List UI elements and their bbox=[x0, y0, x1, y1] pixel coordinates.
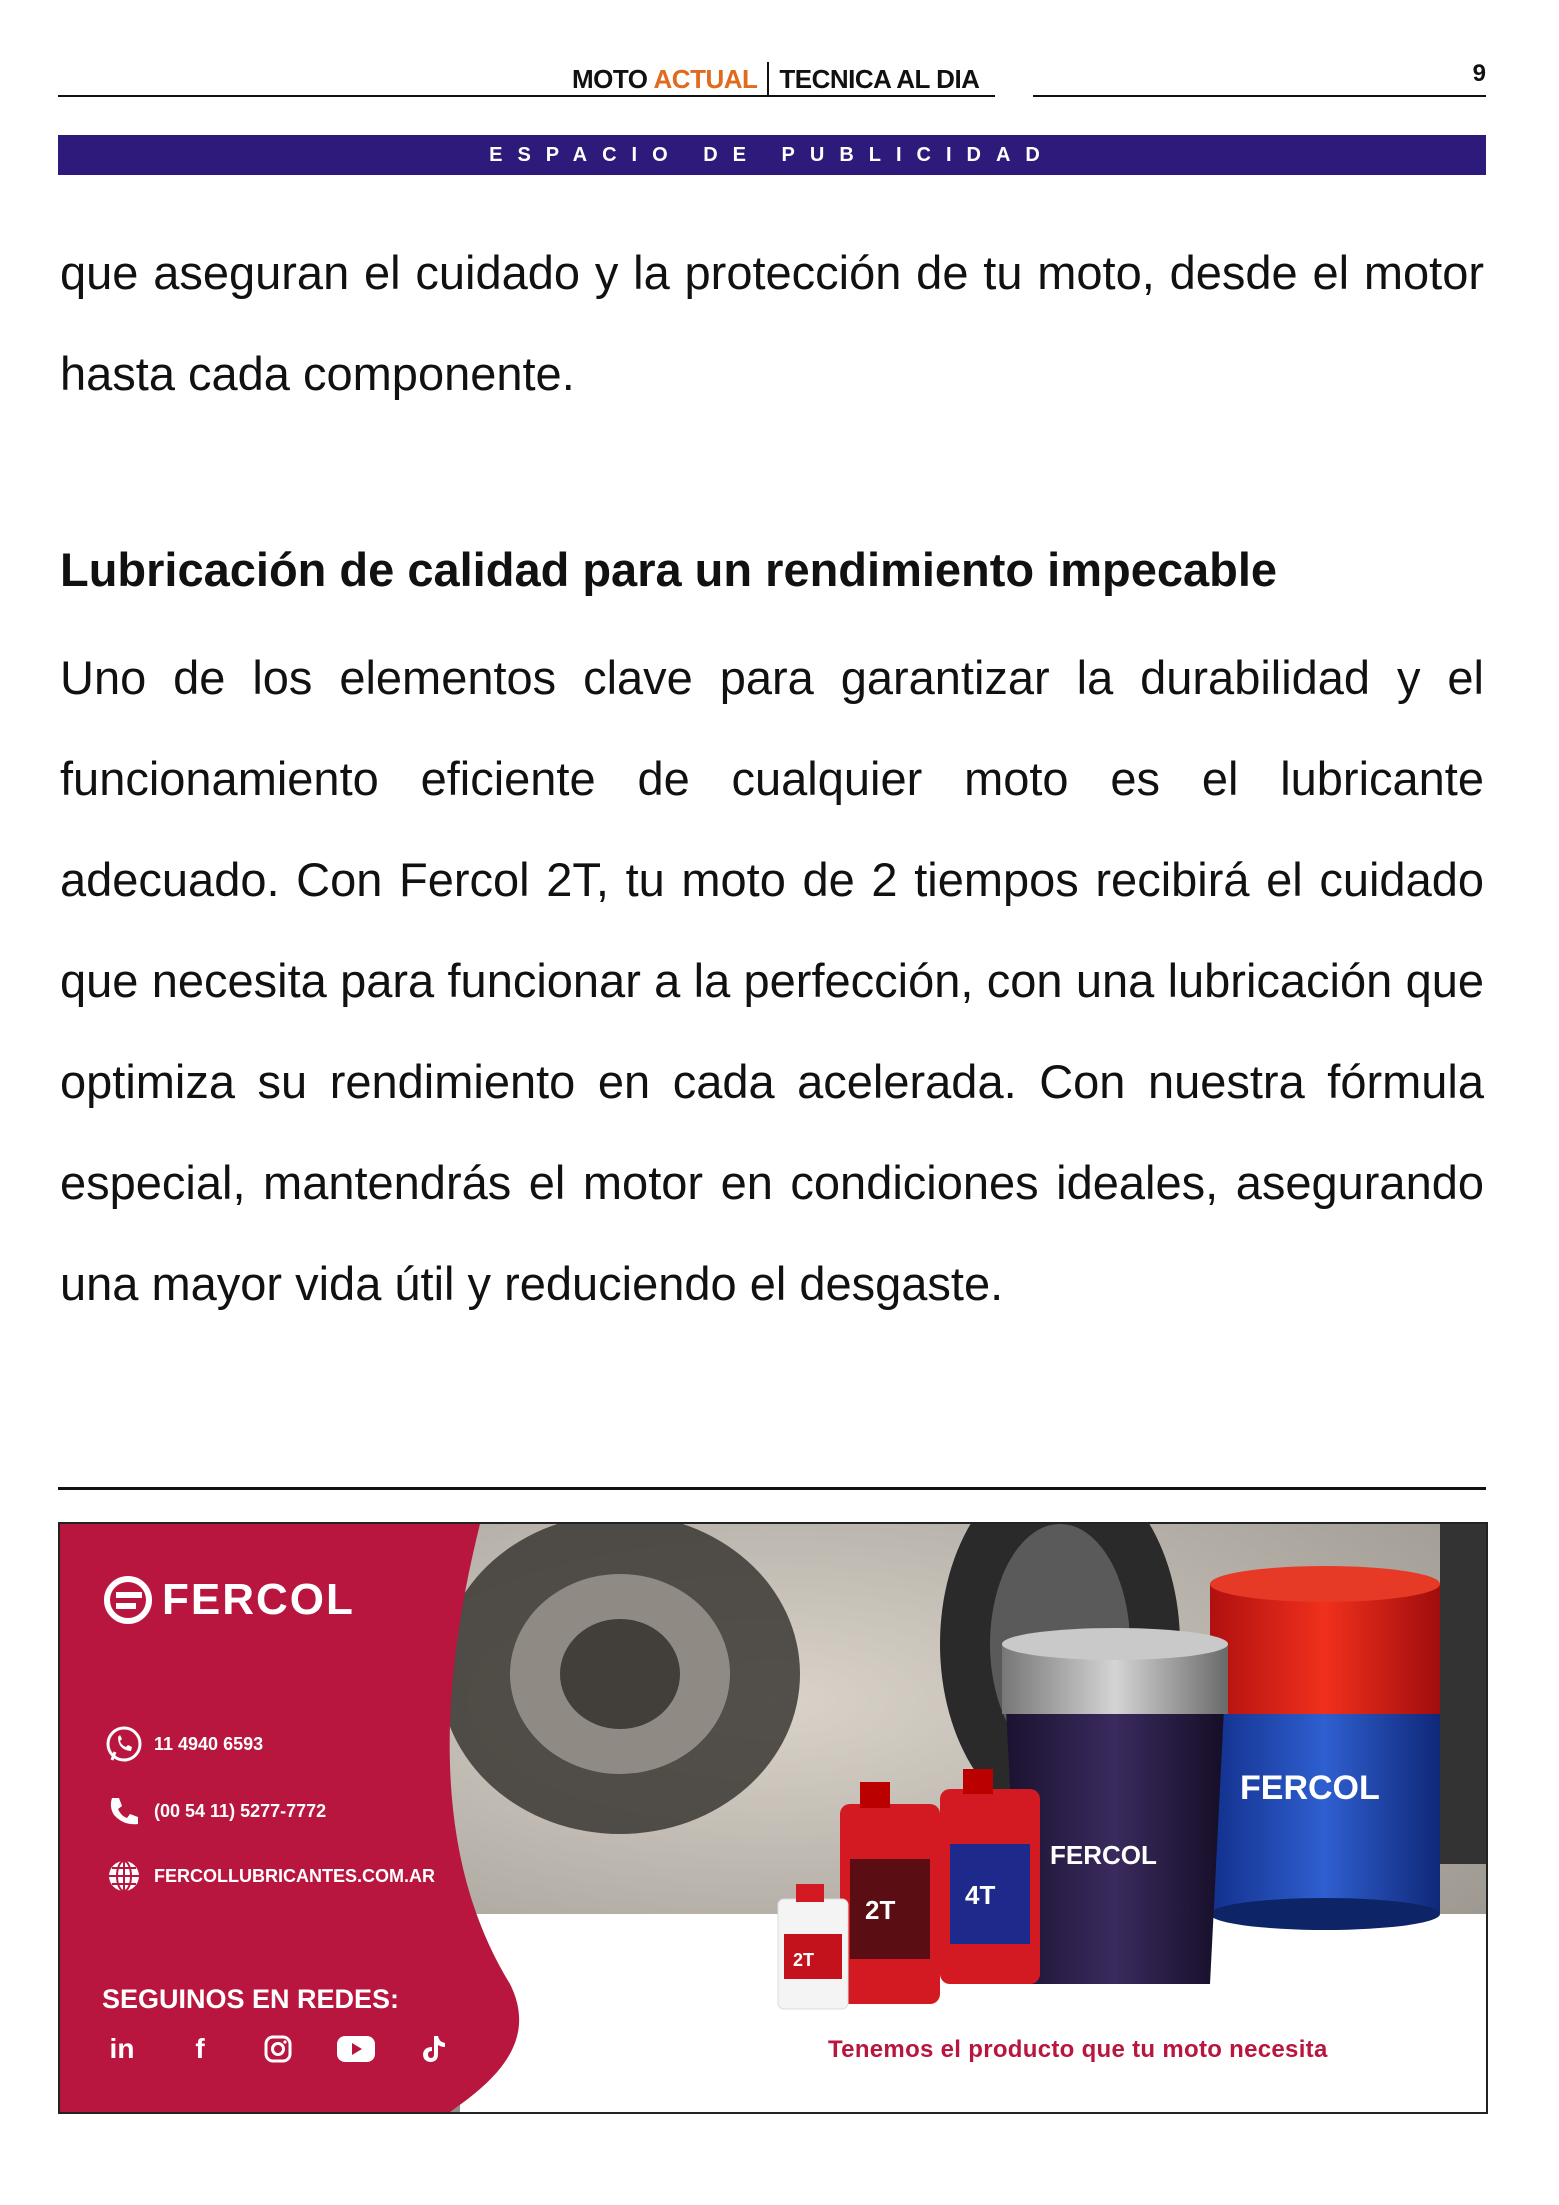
ad-contact-panel bbox=[60, 1524, 500, 2112]
fercol-logo bbox=[102, 1574, 355, 1626]
bucket-label: FERCOL bbox=[1050, 1840, 1157, 1870]
website-contact[interactable] bbox=[102, 1854, 435, 1898]
fercol-advertisement[interactable] bbox=[58, 1522, 1488, 2114]
article-heading: Lubricación de calidad para un rendimiento impecable bbox=[60, 543, 1278, 596]
section-name: TECNICA AL DIA bbox=[779, 63, 980, 94]
whatsapp-icon bbox=[102, 1722, 146, 1766]
article-paragraph: que aseguran el cuidado y la protección de tu moto, desde el motor hasta cada componente. bbox=[60, 246, 1484, 400]
whatsapp-number: 11 4940 6593 bbox=[154, 1733, 264, 1754]
facebook-icon[interactable]: f bbox=[195, 2033, 205, 2064]
title-divider bbox=[767, 62, 769, 96]
brand-name: FERCOL bbox=[162, 1575, 355, 1624]
ad-space-banner: ESPACIO DE PUBLICIDAD bbox=[58, 135, 1486, 175]
website-url: FERCOLLUBRICANTES.COM.AR bbox=[154, 1865, 435, 1886]
phone-number: (00 54 11) 5277-7772 bbox=[154, 1800, 327, 1821]
magazine-name-part2: ACTUAL bbox=[653, 63, 758, 94]
fercol-logo-icon bbox=[102, 1574, 154, 1626]
tiktok-icon[interactable] bbox=[414, 2029, 454, 2069]
magazine-name-part1: MOTO bbox=[572, 63, 648, 94]
linkedin-icon[interactable]: in bbox=[109, 2033, 135, 2064]
phone-icon bbox=[102, 1789, 146, 1833]
ad-tagline: Tenemos el producto que tu moto necesita bbox=[828, 2036, 1328, 2063]
page-number: 9 bbox=[1472, 60, 1486, 87]
social-icons bbox=[102, 2029, 492, 2069]
bottle-2t-label: 2T bbox=[865, 1895, 896, 1925]
magazine-title bbox=[572, 62, 979, 96]
globe-icon bbox=[102, 1854, 146, 1898]
instagram-icon[interactable] bbox=[258, 2029, 298, 2069]
header-rule-right bbox=[1033, 95, 1486, 97]
bottle-4t-label: 4T bbox=[965, 1880, 996, 1910]
section-rule bbox=[58, 1487, 1486, 1490]
small-bottle-label: 2T bbox=[793, 1950, 815, 1970]
youtube-icon[interactable] bbox=[336, 2029, 376, 2069]
article-paragraph: Uno de los elementos clave para garantizar la durabilidad y el funcionamiento eficiente de cualquier moto es el lubricante adecuado. Con Fercol 2T, tu moto de 2 tiempos recibirá el cuidado que necesita para funcionar a la perfección, con una lubricación que optimiza su rendimiento en cada acelerada. Con nuestra fórmula especial, mantendrás el motor en condiciones ideales, asegurando una mayor vida útil y reduciendo el desgaste. bbox=[60, 651, 1484, 1310]
whatsapp-contact[interactable] bbox=[102, 1722, 263, 1766]
phone-contact[interactable] bbox=[102, 1789, 326, 1833]
drum-label: FERCOL bbox=[1240, 1769, 1380, 1807]
social-title: SEGUINOS EN REDES: bbox=[102, 1984, 400, 2014]
